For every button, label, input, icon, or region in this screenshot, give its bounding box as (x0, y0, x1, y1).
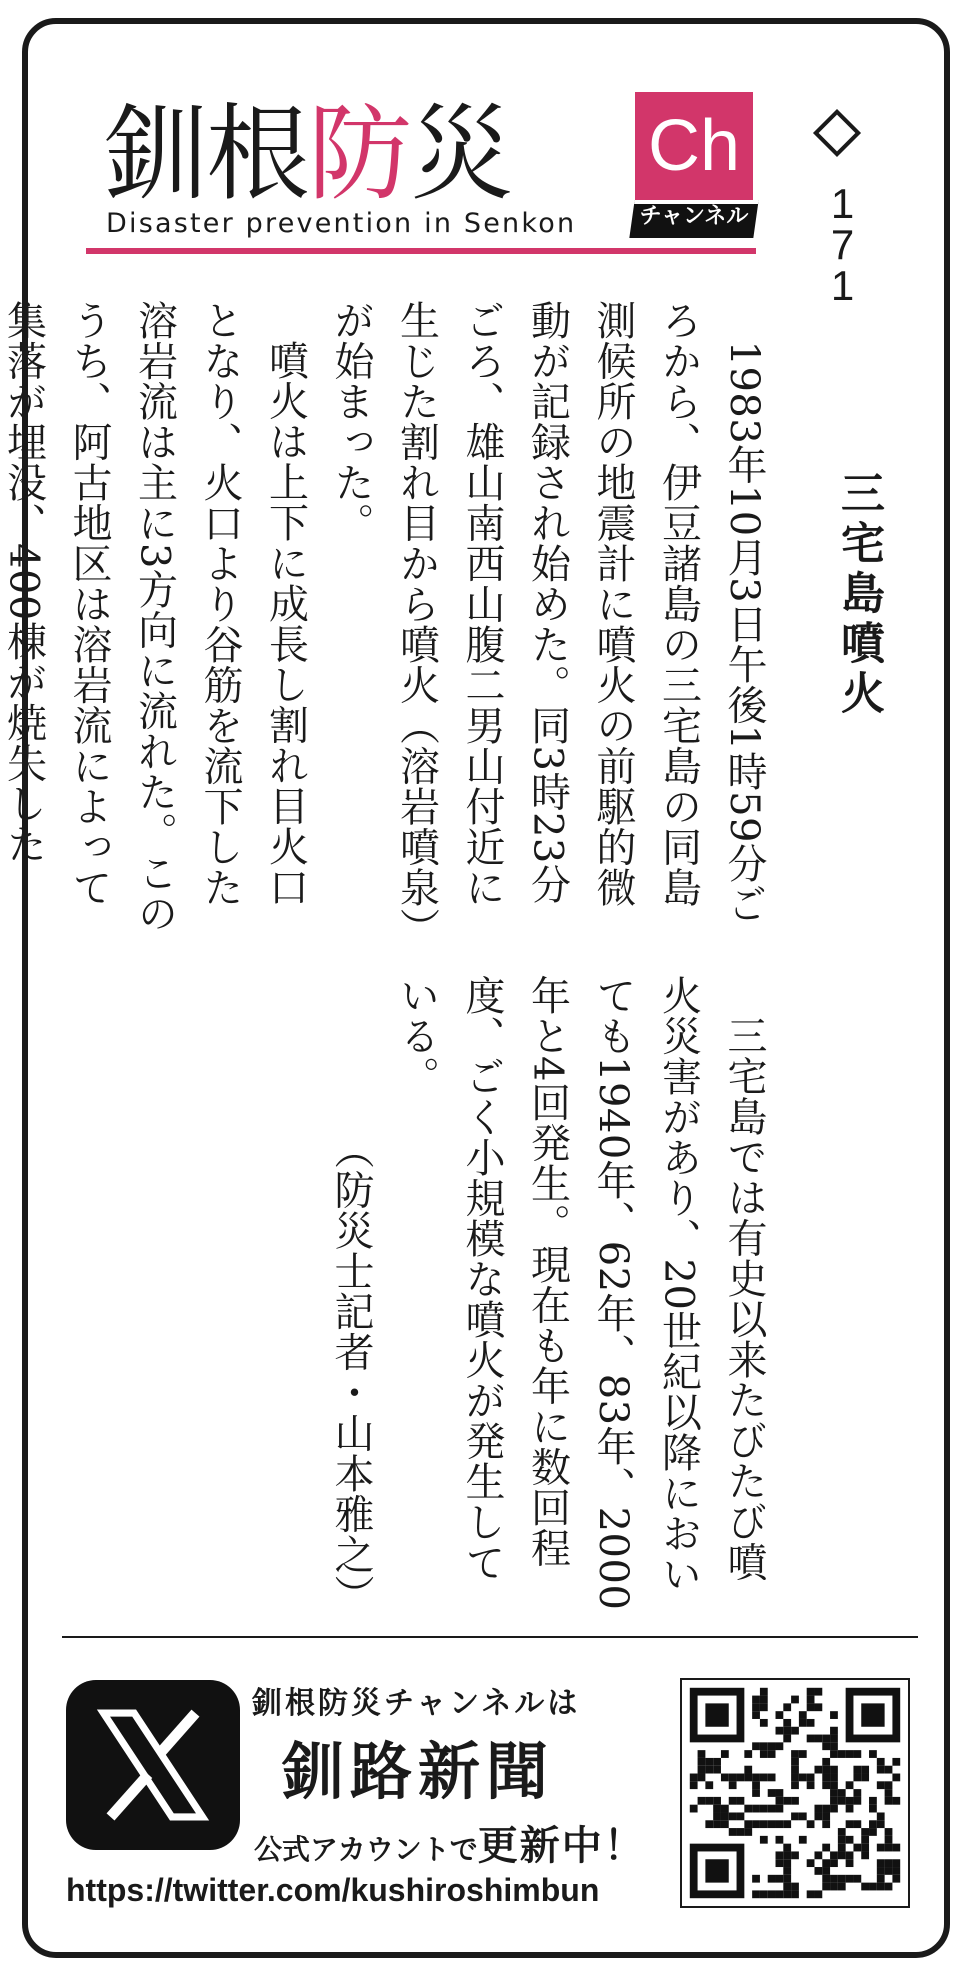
twitter-url-link[interactable]: https://twitter.com/kushiroshimbun (66, 1872, 600, 1908)
article-paragraph-3: 三宅島では有史以来たびたび噴火災害があり、20世紀以降においても1940年、62年、83年、2000年と4回発生。現在も年に数回程度、ごく小規模な噴火が発生している。 (393, 975, 767, 1611)
promo-line-3 (254, 1814, 646, 1871)
article-body-upper (0, 300, 776, 940)
footer-rule (62, 1636, 918, 1638)
ch-badge: Ch (635, 92, 753, 200)
masthead-rule (86, 248, 756, 254)
masthead (0, 0, 980, 303)
promo-line-3-emphasis: 更新中！ (477, 1823, 646, 1869)
issue-number: 171 (819, 180, 866, 303)
title-char-2: 根 (206, 93, 309, 215)
promo-line-1: 釧根防災チャンネルは (252, 1686, 581, 1721)
qr-code-icon[interactable] (680, 1678, 910, 1908)
promo-line-3-prefix: 公式アカウントで (254, 1833, 478, 1866)
qr-code-graphic (682, 1680, 908, 1906)
channel-label: チャンネル (639, 204, 749, 229)
article-paragraph-2: 噴火は上下に成長し割れ目火口となり、火口より谷筋を流下した溶岩流は主に3方向に流れた。このうち、阿古地区は溶岩流によって集落が埋没、400棟が焼失した (0, 300, 309, 934)
series-title (104, 86, 513, 215)
article-body-lower (56, 975, 776, 1615)
title-char-4: 災 (410, 93, 513, 215)
article-headline: 三宅島噴火 (833, 470, 884, 720)
article-byline: （防災士記者・山本雅之） (328, 1129, 374, 1615)
series-subtitle: Disaster prevention in Senkon (106, 208, 577, 239)
x-logo-icon[interactable] (66, 1680, 240, 1850)
diamond-icon (813, 109, 861, 157)
title-char-1: 釧 (104, 93, 207, 215)
promo-newspaper-name: 釧路新聞 (282, 1735, 555, 1808)
x-logo-glyph (94, 1706, 212, 1824)
article-paragraph-1: 1983年10月3日午後1時59分ごろから、伊豆諸島の三宅島の同島測候所の地震計に噴火の前駆的微動が記録され始めた。同3時23分ごろ、雄山南西山腹二男山付近に生じた割れ目から噴火（溶岩噴泉）が始まった。 (328, 300, 767, 928)
title-char-3: 防 (308, 93, 411, 215)
